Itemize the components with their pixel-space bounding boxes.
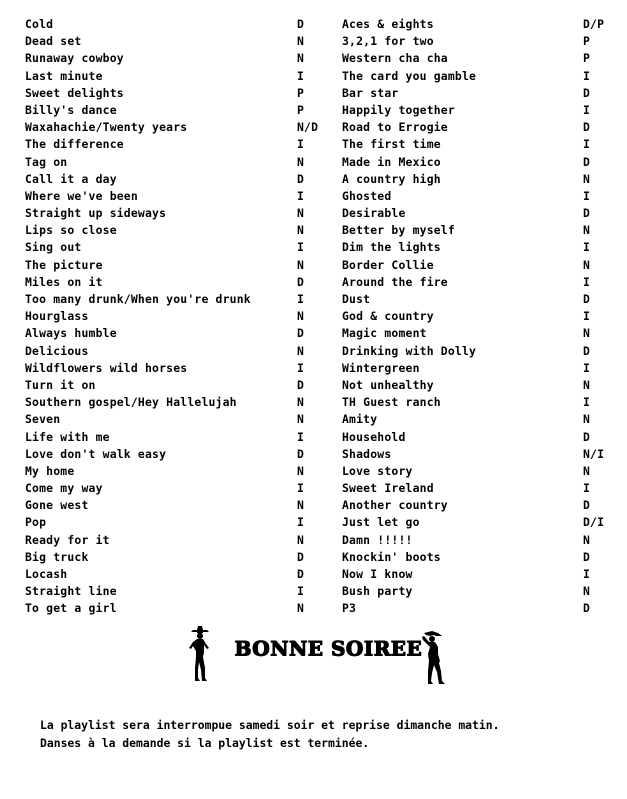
- dance-level-code: N: [583, 171, 591, 186]
- playlist-row: [342, 600, 608, 617]
- dance-level-code: D: [583, 429, 591, 444]
- song-title: Shadows: [342, 446, 392, 461]
- playlist-row: [342, 532, 608, 549]
- dance-level-code: I: [297, 68, 305, 83]
- playlist-row: [25, 154, 310, 171]
- song-title: Knockin' boots: [342, 549, 441, 564]
- dance-level-code: D: [583, 498, 591, 513]
- dance-level-code: I: [583, 137, 591, 152]
- dance-level-code: I: [583, 360, 591, 375]
- playlist-notes: [40, 716, 600, 752]
- song-title: Better by myself: [342, 223, 455, 238]
- playlist-row: [342, 514, 608, 531]
- playlist-row: [25, 360, 310, 377]
- playlist-row: [25, 136, 310, 153]
- playlist-row: [25, 291, 310, 308]
- playlist-row: [25, 411, 310, 428]
- dance-level-code: I: [297, 360, 305, 375]
- dance-level-code: N: [297, 498, 305, 513]
- dance-level-code: N: [297, 463, 305, 478]
- song-title: Another country: [342, 498, 448, 513]
- playlist-row: [342, 325, 608, 342]
- dance-level-code: P: [583, 51, 591, 66]
- song-title: Desirable: [342, 206, 406, 221]
- song-title: Locash: [25, 567, 68, 581]
- dance-level-code: N: [583, 412, 591, 427]
- playlist-row: [25, 85, 310, 102]
- song-title: The first time: [342, 137, 441, 152]
- dance-level-code: N/I: [583, 446, 605, 461]
- song-title: Always humble: [25, 326, 117, 341]
- playlist-row: [342, 480, 608, 497]
- playlist-row: [25, 274, 310, 291]
- playlist-row: [342, 257, 608, 274]
- song-title: Straight up sideways: [25, 206, 167, 221]
- playlist-row: [25, 343, 310, 360]
- dance-level-code: I: [583, 68, 591, 83]
- playlist-row: [342, 583, 608, 600]
- song-title: The picture: [25, 257, 103, 272]
- song-title: Big truck: [25, 549, 89, 564]
- playlist-row: [342, 222, 608, 239]
- song-title: Ghosted: [342, 188, 392, 203]
- playlist-row: [342, 497, 608, 514]
- dance-level-code: N: [583, 257, 591, 272]
- song-title: 3,2,1 for two: [342, 34, 434, 49]
- dance-level-code: I: [297, 481, 305, 496]
- dance-level-code: P: [583, 34, 591, 49]
- playlist-row: [25, 480, 310, 497]
- playlist-row: [25, 532, 310, 549]
- song-title: TH Guest ranch: [342, 395, 441, 410]
- dance-level-code: D: [297, 17, 305, 31]
- dance-level-code: D: [297, 326, 305, 341]
- playlist-row: [25, 514, 310, 531]
- playlist-row: [25, 239, 310, 256]
- playlist-row: [342, 119, 608, 136]
- dance-level-code: I: [297, 137, 305, 152]
- playlist-row: [25, 566, 310, 583]
- playlist-row: [342, 308, 608, 325]
- playlist-row: [25, 583, 310, 600]
- dance-level-code: N: [583, 532, 591, 547]
- dance-level-code: I: [583, 567, 591, 581]
- cowgirl-silhouette-icon: [418, 627, 448, 685]
- dance-level-code: D: [583, 154, 591, 169]
- song-title: P3: [342, 601, 357, 616]
- song-title: Billy's dance: [25, 102, 117, 117]
- song-title: Turn it on: [25, 377, 96, 392]
- dance-level-code: N: [297, 343, 305, 358]
- dance-level-code: N: [297, 532, 305, 547]
- dance-level-code: N: [297, 34, 305, 49]
- dance-level-code: N: [297, 223, 305, 238]
- dance-level-code: P: [297, 102, 305, 117]
- dance-level-code: D: [297, 274, 305, 289]
- dance-level-code: D: [583, 85, 591, 100]
- playlist-row: [342, 411, 608, 428]
- dance-level-code: N: [583, 326, 591, 341]
- song-title: Western cha cha: [342, 51, 448, 66]
- playlist-row: [342, 50, 608, 67]
- playlist-row: [25, 446, 310, 463]
- dance-level-code: I: [583, 274, 591, 289]
- song-title: Drinking with Dolly: [342, 343, 477, 358]
- playlist-row: [25, 394, 310, 411]
- song-title: Tag on: [25, 154, 68, 169]
- song-title: Where we've been: [25, 188, 138, 203]
- playlist-row: [25, 429, 310, 446]
- dance-level-code: D: [297, 549, 305, 564]
- song-title: Household: [342, 429, 406, 444]
- bonne-soiree-banner: [0, 624, 627, 684]
- song-title: Dead set: [25, 34, 82, 49]
- playlist-row: [342, 377, 608, 394]
- playlist-row: [342, 33, 608, 50]
- dance-level-code: I: [583, 240, 591, 255]
- playlist-row: [25, 102, 310, 119]
- dance-level-code: D: [297, 171, 305, 186]
- playlist-row: [25, 549, 310, 566]
- song-title: Sweet delights: [25, 85, 124, 100]
- playlist-row: [342, 394, 608, 411]
- playlist-row: [342, 274, 608, 291]
- playlist-row: [25, 205, 310, 222]
- playlist-row: [342, 239, 608, 256]
- song-title: God & country: [342, 309, 434, 324]
- dance-level-code: N: [297, 154, 305, 169]
- dance-level-code: N: [297, 412, 305, 427]
- song-title: Come my way: [25, 481, 103, 496]
- playlist-row: [25, 68, 310, 85]
- song-title: Straight line: [25, 584, 117, 599]
- note-line-1: La playlist sera interrompue samedi soir et reprise dimanche matin.: [40, 718, 500, 732]
- dance-level-code: I: [297, 429, 305, 444]
- playlist-row: [342, 171, 608, 188]
- song-title: Love story: [342, 463, 413, 478]
- playlist-row: [25, 119, 319, 136]
- dance-level-code: I: [297, 188, 305, 203]
- dance-level-code: D: [583, 120, 591, 135]
- playlist-row: [342, 136, 608, 153]
- bonne-soiree-title: BONNE SOIREE: [234, 636, 422, 660]
- dance-level-code: D: [583, 343, 591, 358]
- playlist-row: [342, 463, 608, 480]
- right-playlist-column: [342, 16, 608, 618]
- song-title: Amity: [342, 412, 378, 427]
- dance-level-code: I: [297, 515, 305, 530]
- playlist-row: [25, 257, 310, 274]
- playlist-row: [25, 600, 310, 617]
- song-title: Dust: [342, 292, 371, 306]
- song-title: Delicious: [25, 343, 89, 358]
- song-title: Sweet Ireland: [342, 481, 434, 496]
- dance-level-code: I: [297, 240, 305, 255]
- song-title: Magic moment: [342, 326, 427, 341]
- playlist-row: [342, 291, 608, 308]
- song-title: Life with me: [25, 429, 110, 444]
- song-title: Sing out: [25, 240, 82, 255]
- dance-level-code: D: [583, 549, 591, 564]
- playlist-row: [342, 85, 608, 102]
- song-title: To get a girl: [25, 601, 117, 616]
- playlist-row: [342, 549, 608, 566]
- song-title: Now I know: [342, 567, 413, 581]
- dance-level-code: P: [297, 85, 305, 100]
- playlist-row: [25, 308, 310, 325]
- playlist-row: [342, 446, 608, 463]
- song-title: Call it a day: [25, 171, 117, 186]
- playlist-row: [25, 325, 310, 342]
- dance-level-code: N: [583, 463, 591, 478]
- dance-level-code: N: [583, 223, 591, 238]
- playlist-row: [342, 102, 608, 119]
- dance-level-code: I: [583, 395, 591, 410]
- playlist-row: [342, 188, 608, 205]
- playlist-row: [25, 16, 310, 33]
- song-title: The difference: [25, 137, 124, 152]
- playlist-row: [342, 154, 608, 171]
- dance-level-code: N: [583, 584, 591, 599]
- dance-level-code: D: [583, 601, 591, 616]
- playlist-row: [25, 377, 310, 394]
- cowboy-silhouette-icon: [186, 624, 214, 682]
- song-title: Love don't walk easy: [25, 446, 167, 461]
- song-title: A country high: [342, 171, 441, 186]
- song-title: Not unhealthy: [342, 377, 434, 392]
- song-title: Around the fire: [342, 274, 448, 289]
- playlist-row: [342, 343, 608, 360]
- playlist-row: [25, 188, 310, 205]
- dance-level-code: D/I: [583, 515, 605, 530]
- playlist-row: [25, 33, 310, 50]
- song-title: Too many drunk/When you're drunk: [25, 292, 251, 306]
- song-title: Just let go: [342, 515, 420, 530]
- song-title: Made in Mexico: [342, 154, 441, 169]
- playlist-row: [342, 205, 608, 222]
- dance-level-code: N: [297, 206, 305, 221]
- dance-level-code: N/D: [297, 120, 319, 135]
- song-title: Ready for it: [25, 532, 110, 547]
- playlist-row: [342, 68, 608, 85]
- playlist-row: [342, 360, 608, 377]
- dance-level-code: I: [583, 188, 591, 203]
- song-title: Southern gospel/Hey Hallelujah: [25, 395, 237, 410]
- song-title: Damn !!!!!: [342, 532, 413, 547]
- song-title: Wildflowers wild horses: [25, 360, 188, 375]
- dance-level-code: D: [583, 292, 591, 306]
- song-title: My home: [25, 463, 75, 478]
- playlist-row: [25, 497, 310, 514]
- dance-level-code: I: [583, 309, 591, 324]
- playlist-row: [342, 429, 608, 446]
- song-title: Road to Errogie: [342, 120, 448, 135]
- dance-level-code: N: [297, 395, 305, 410]
- note-line-2: Danses à la demande si la playlist est terminée.: [40, 736, 370, 750]
- dance-level-code: I: [583, 102, 591, 117]
- song-title: Wintergreen: [342, 360, 420, 375]
- song-title: Miles on it: [25, 274, 103, 289]
- song-title: Pop: [25, 515, 47, 530]
- song-title: Dim the lights: [342, 240, 441, 255]
- playlist-row: [25, 50, 310, 67]
- dance-level-code: N: [583, 377, 591, 392]
- dance-level-code: N: [297, 257, 305, 272]
- dance-level-code: I: [297, 584, 305, 599]
- left-playlist-column: [25, 16, 319, 618]
- dance-level-code: N: [297, 309, 305, 324]
- dance-level-code: D/P: [583, 17, 605, 31]
- song-title: Last minute: [25, 68, 103, 83]
- dance-level-code: N: [297, 51, 305, 66]
- song-title: Runaway cowboy: [25, 51, 124, 66]
- dance-level-code: D: [297, 377, 305, 392]
- song-title: Lips so close: [25, 223, 117, 238]
- song-title: Waxahachie/Twenty years: [25, 120, 188, 135]
- song-title: Happily together: [342, 102, 455, 117]
- song-title: The card you gamble: [342, 68, 477, 83]
- song-title: Border Collie: [342, 257, 434, 272]
- dance-level-code: D: [297, 567, 305, 581]
- playlist-row: [25, 171, 310, 188]
- song-title: Hourglass: [25, 309, 89, 324]
- song-title: Seven: [25, 412, 61, 427]
- dance-level-code: I: [297, 292, 305, 306]
- playlist-row: [342, 566, 608, 583]
- playlist-row: [342, 16, 608, 33]
- dance-level-code: D: [297, 446, 305, 461]
- dance-level-code: I: [583, 481, 591, 496]
- song-title: Cold: [25, 17, 54, 31]
- song-title: Gone west: [25, 498, 89, 513]
- playlist-row: [25, 463, 310, 480]
- dance-level-code: N: [297, 601, 305, 616]
- playlist-row: [25, 222, 310, 239]
- dance-level-code: D: [583, 206, 591, 221]
- song-title: Bar star: [342, 85, 399, 100]
- song-title: Aces & eights: [342, 17, 434, 31]
- song-title: Bush party: [342, 584, 413, 599]
